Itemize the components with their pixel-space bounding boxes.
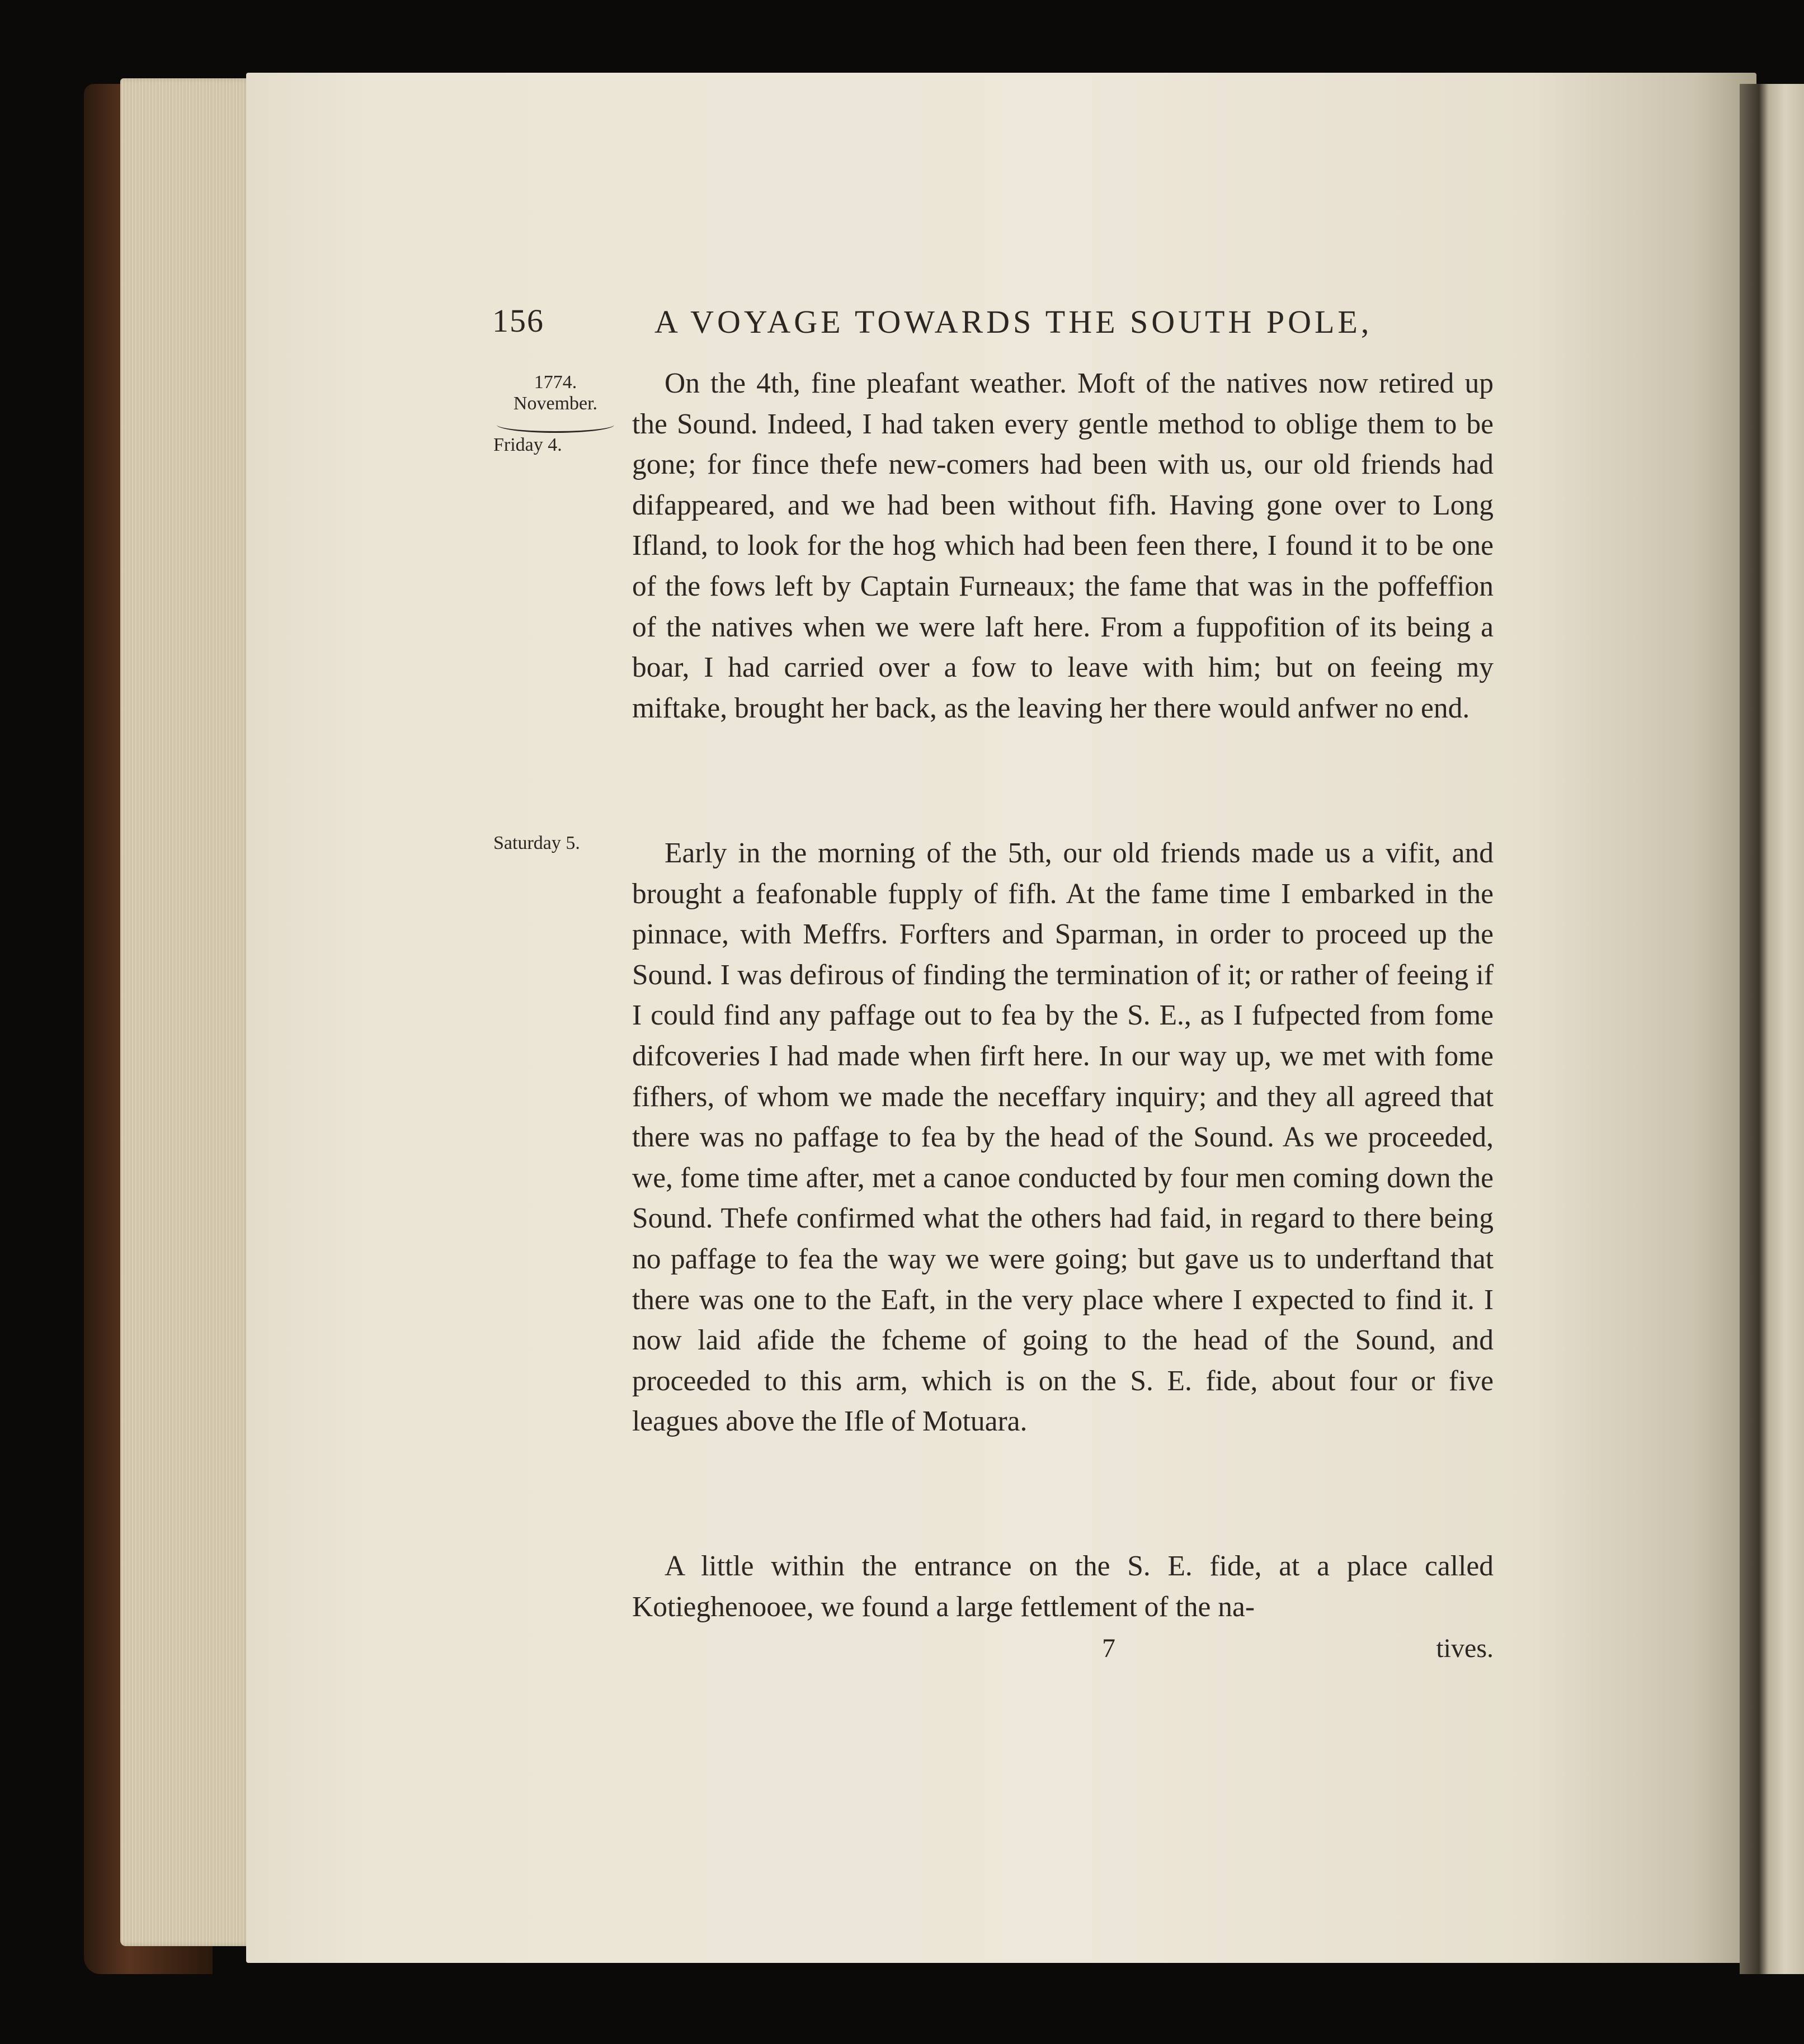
brace-icon bbox=[497, 417, 614, 433]
next-page-edge bbox=[1740, 84, 1804, 1974]
margin-day-saturday: Saturday 5. bbox=[493, 833, 580, 853]
page-content bbox=[492, 291, 1494, 1663]
catchword: tives. bbox=[1436, 1634, 1494, 1663]
page-header bbox=[492, 291, 1494, 352]
running-head: A VOYAGE TOWARDS THE SOUTH POLE, bbox=[654, 304, 1373, 340]
paragraph-1: On the 4th, fine pleafant weather. Moft of the natives now retired up the Sound. Indeed, I had taken every gentle method to oblige them to be gone; for fince thefe new-comers had been with us, our old friends had difappeared, and we had been without fifh. Having gone over to Long Ifland, to look for the hog which had been feen there, I found it to be one of the fows left by Captain Furneaux; the fame that was in the poffeffion of the natives when we were laft here. From a fuppofition of its being a boar, I had carried over a fow to leave with him; but on feeing my miftake, brought her back, as the leaving her there would anfwer no end. bbox=[632, 367, 1494, 724]
page-number: 156 bbox=[492, 303, 544, 339]
margin-note-second bbox=[491, 832, 620, 855]
paragraph-3: A little within the entrance on the S. E. fide, at a place called Kotieghenooee, we found a large fettlement of the na- bbox=[632, 1550, 1494, 1623]
margin-day-friday: Friday 4. bbox=[493, 435, 562, 455]
page-footer bbox=[632, 1633, 1494, 1672]
page-edges bbox=[120, 78, 252, 1946]
signature-mark: 7 bbox=[1102, 1634, 1115, 1663]
paragraph-2: Early in the morning of the 5th, our old friends made us a vifit, and brought a feafonable fupply of fifh. At the fame time I embarked in the pinnace, with Meffrs. Forfters and Sparman, in order to proceed up the Sound. I was defirous of finding the termination of it; or rather of feeing if I could find any paffage out to fea by the S. E., as I fufpected from fome difcoveries I had made when firft here. In our way up, we met with fome fifhers, of whom we made the neceffary inquiry; and they all agreed that there was no paffage to fea by the head of the Sound. As we proceeded, we, fome time after, met a canoe conducted by four men coming down the Sound. Thefe confirmed what the others had faid, in regard to there being no paffage to fea the way we were going; but gave us to underftand that there was one to the Eaft, in the very place where I expected to find it. I now laid afide the fcheme of going to the head of the Sound, and proceeded to this arm, which is on the S. E. fide, about four or five leagues above the Ifle of Motuara. bbox=[632, 837, 1494, 1438]
margin-note-first bbox=[491, 372, 620, 456]
margin-year: 1774. bbox=[534, 372, 577, 393]
margin-month: November. bbox=[513, 393, 598, 414]
